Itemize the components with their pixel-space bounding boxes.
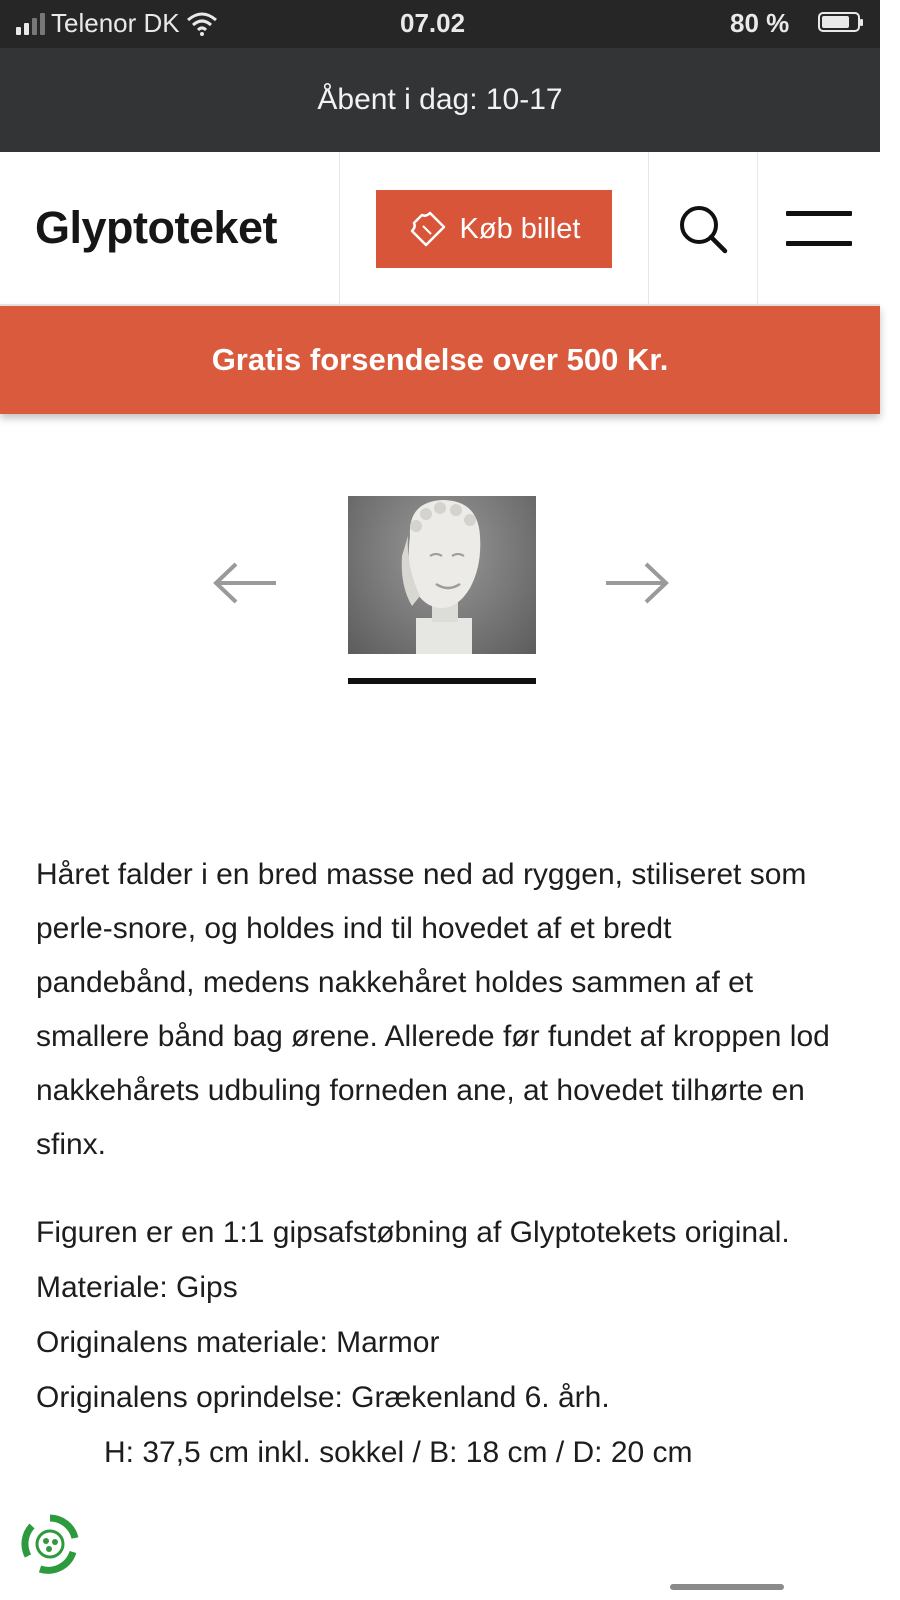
battery-percent: 80 % [730, 8, 790, 38]
status-bar [0, 0, 880, 48]
arrow-left-icon [212, 560, 280, 606]
product-description [36, 848, 836, 1194]
header-divider [339, 152, 340, 306]
arrow-right-icon [602, 560, 670, 606]
opening-hours-bar [0, 48, 880, 152]
gallery-prev-button[interactable] [212, 560, 280, 611]
product-image[interactable] [348, 496, 536, 654]
spec-original-material: Originalens materiale: Marmor [36, 1326, 440, 1359]
battery-icon [818, 12, 860, 32]
spec-dimensions: H: 37,5 cm inkl. sokkel / B: 18 cm / D: 20 cm [104, 1436, 693, 1469]
promo-banner [0, 306, 880, 414]
signal-icon [16, 13, 45, 35]
site-header [0, 152, 880, 306]
spec-casting: Figuren er en 1:1 gipsafstøbning af Glyptotekets original. [36, 1216, 790, 1249]
spec-material: Materiale: Gips [36, 1271, 238, 1304]
home-indicator [670, 1584, 784, 1590]
carrier-name: Telenor DK [51, 8, 180, 38]
site-logo[interactable]: Glyptoteket [35, 202, 278, 253]
buy-ticket-button[interactable] [376, 190, 612, 268]
clock: 07.02 [400, 8, 466, 38]
menu-button[interactable] [758, 152, 880, 306]
wifi-icon [186, 12, 218, 36]
spec-origin: Originalens oprindelse: Grækenland 6. årh. [36, 1381, 610, 1414]
product-specs [36, 1205, 836, 1480]
search-icon [675, 201, 731, 257]
gallery-next-button[interactable] [602, 560, 670, 611]
search-button[interactable] [649, 152, 757, 306]
carrier [16, 8, 218, 39]
eco-badge[interactable] [18, 1512, 82, 1576]
opening-hours-text: Åbent i dag: 10-17 [317, 83, 563, 116]
buy-ticket-label: Køb billet [459, 212, 581, 245]
promo-text: Gratis forsendelse over 500 Kr. [211, 342, 669, 377]
product-gallery [0, 470, 880, 700]
description-paragraph: Håret falder i en bred masse ned ad ryggen, stiliseret som perle-snore, og holdes ind til hovedet af et bredt pandebånd, medens nakkehåret holdes sammen af et smallere bånd bag ørene. Allerede før fundet af kroppen lod nakkehårets udbuling forneden ane, at hovedet tilhørte en sfinx. [36, 858, 830, 1161]
ticket-icon [408, 209, 448, 249]
recycle-icon [18, 1512, 82, 1576]
gallery-active-indicator [348, 678, 536, 684]
hamburger-menu-icon [784, 207, 854, 251]
sphinx-head-image [348, 496, 536, 654]
